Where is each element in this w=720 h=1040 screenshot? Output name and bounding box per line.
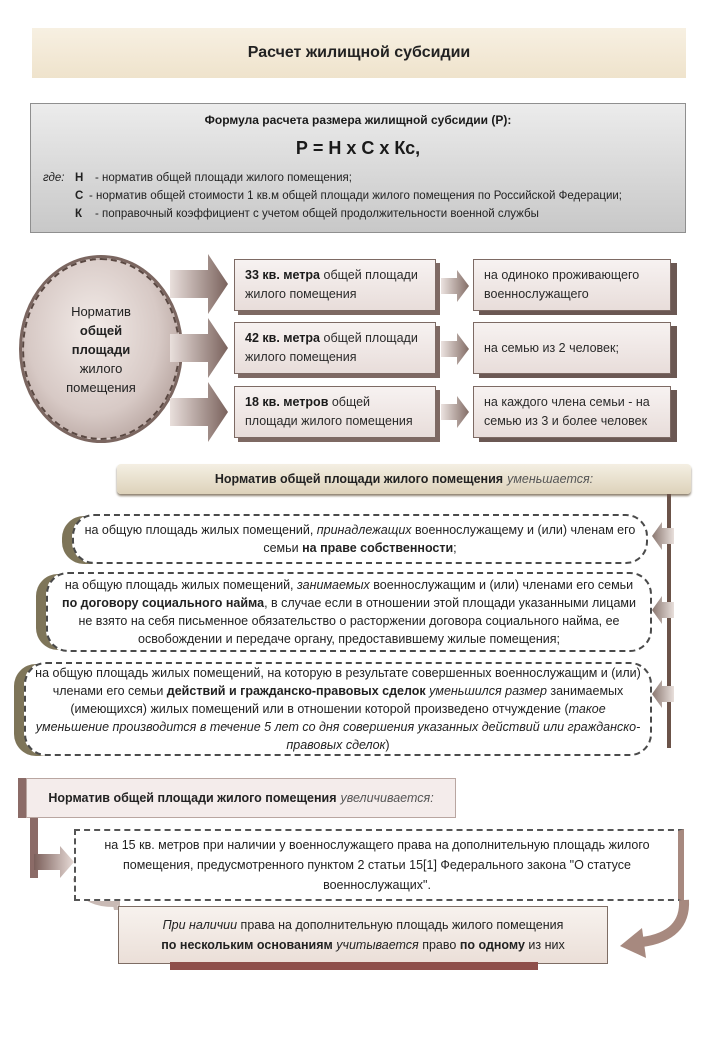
who-box-family-3 <box>473 386 671 438</box>
arrow-left-icon <box>652 680 674 708</box>
formula-expression: Р = Н х С х Кс, <box>295 138 421 158</box>
formula-box <box>30 103 686 233</box>
arrow-icon <box>170 382 228 442</box>
increase-heading-italic: увеличивается: <box>340 791 434 805</box>
norm-box-33 <box>234 259 436 311</box>
legend-text: - норматив общей стоимости 1 кв.м общей площади жилого помещения по Российской Федерации; <box>89 190 622 202</box>
who-text: на каждого члена семьи - на семью из 3 и более человек <box>484 395 650 428</box>
arrow-left-icon <box>652 522 674 550</box>
norm-arrows <box>441 270 471 434</box>
norm-circle-line: жилого <box>79 360 123 376</box>
legend-text: - поправочный коэффициент с учетом общей продолжительности военной службы <box>95 208 539 220</box>
increase-heading-bold: Норматив общей площади жилого помещения <box>48 791 337 805</box>
multiple-grounds-note <box>118 906 608 964</box>
decrease-item-text: на общую площадь жилых помещений, на которую в результате совершенных военнослужащим и (или) членами его семьи действий и гражданско-правовых сделок уменьшился размер занимаемых (имеющихся) жилых помещений или в отношении которой произведено отчуждение (такое уменьшение производится в течение 5 лет со дня совершения указанных действий или гражданско-правовых сделок) <box>35 666 641 752</box>
legend-symbol: С <box>75 190 84 202</box>
norm-value: 33 кв. метра <box>245 268 321 282</box>
increase-item-additional-area <box>74 829 684 901</box>
decrease-item-transactions <box>24 662 652 756</box>
circle-arrows <box>170 252 232 448</box>
norm-box-42 <box>234 322 436 374</box>
decrease-item-text: на общую площадь жилых помещений, занимаемых военнослужащим и (или) членами его семьи по договору социального найма, в случае если в отношении этой площади указанными лицами не взято на себя письменное обязательство о расторжении договора социального найма, ее освобождении и передаче органу, предоставившему жилые помещения; <box>62 578 636 646</box>
decrease-heading <box>117 464 691 494</box>
arrow-head-icon <box>620 928 646 958</box>
page-title <box>32 28 686 78</box>
arrow-icon <box>170 318 228 378</box>
where-label: где: <box>43 172 65 184</box>
curved-arrow <box>612 896 692 966</box>
note-line-1: При наличии права на дополнительную площадь жилого помещения <box>162 918 564 932</box>
legend-text: - норматив общей площади жилого помещения; <box>95 172 352 184</box>
decrease-heading-italic: уменьшается: <box>507 472 594 486</box>
arrow-icon <box>441 396 469 428</box>
decrease-item-ownership <box>72 514 648 564</box>
legend-symbol: Н <box>75 172 84 184</box>
norm-circle-line: Норматив <box>71 303 131 319</box>
formula-heading: Формула расчета размера жилищной субсидии (Р): <box>204 113 512 127</box>
who-text: на семью из 2 человек; <box>484 340 619 355</box>
who-box-single <box>473 259 671 311</box>
note-line-2: по нескольким основаниям учитывается право по одному из них <box>161 938 565 952</box>
decrease-heading-bold: Норматив общей площади жилого помещения <box>214 472 504 486</box>
norm-value: 18 кв. метров <box>245 395 329 409</box>
legend-symbol: К <box>75 208 83 220</box>
arrow-icon <box>441 333 469 365</box>
arrow-left-icon <box>652 596 674 624</box>
norm-circle-line: площади <box>71 341 131 357</box>
arrow-icon <box>441 270 469 302</box>
norm-circle-line: помещения <box>66 379 136 395</box>
side-arrows <box>652 520 676 720</box>
note-base-bar <box>170 962 538 970</box>
arrow-icon <box>170 254 228 314</box>
page-title-text: Расчет жилищной субсидии <box>247 44 471 61</box>
norm-box-18 <box>234 386 436 438</box>
increase-item-text: на 15 кв. метров при наличии у военнослужащего права на дополнительную площадь жилого помещения, предусмотренного пунктом 2 статьи 15[1] Федерального закона "О статусе военнослужащих". <box>104 838 650 892</box>
who-box-family-2 <box>473 322 671 374</box>
arrow-right-icon <box>34 846 74 878</box>
norm-text: общей площади жилого помещения <box>245 395 413 428</box>
decrease-item-social-rent <box>46 572 652 652</box>
decrease-item-text: на общую площадь жилых помещений, принадлежащих военнослужащему и (или) членам его семьи на праве собственности; <box>84 523 636 555</box>
curve-arrow-icon <box>642 900 684 942</box>
norm-circle-line: общей <box>79 322 123 338</box>
norm-value: 42 кв. метра <box>245 331 321 345</box>
norm-text: общей площади жилого помещения <box>245 268 418 301</box>
who-text: на одиноко проживающего военнослужащего <box>484 268 640 301</box>
increase-heading <box>26 778 456 818</box>
norm-text: общей площади жилого помещения <box>245 331 418 364</box>
norm-circle <box>22 258 180 440</box>
